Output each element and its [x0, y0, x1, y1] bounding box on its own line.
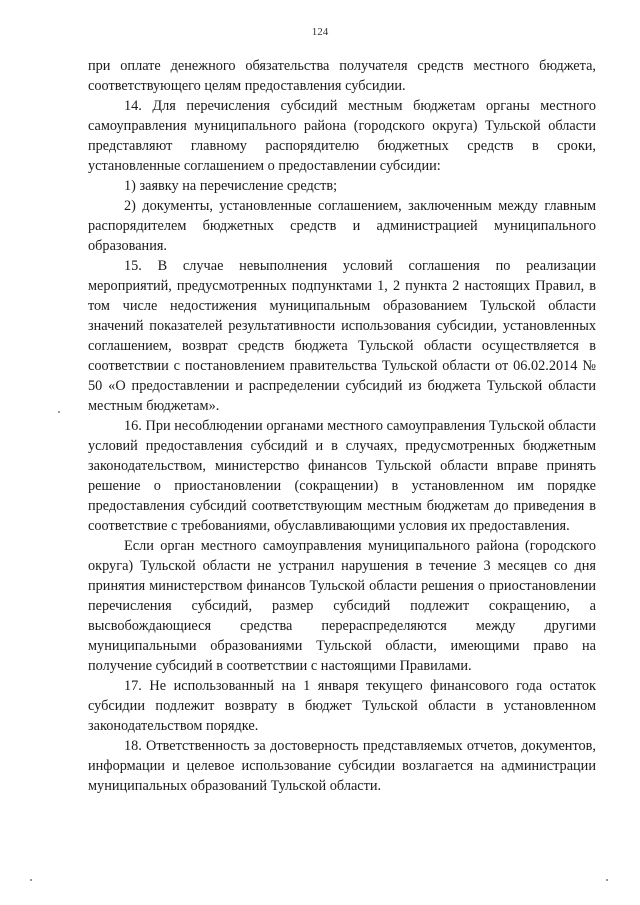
- scan-artifact: [30, 879, 32, 881]
- paragraph-16-continued: Если орган местного самоуправления муниципального района (городского округа) Тульской области не устранил нарушения в течение 3 месяцев со дня принятия министерством финансов Тульской области решения о приостановлении перечисления субсидий, размер субсидий подлежит сокращению, а высвобождающиеся средства перераспределяются между другими муниципальными образованиями Тульской области, имеющими право на получение субсидий в соответствии с настоящими Правилами.: [88, 538, 596, 674]
- list-item-2: 2) документы, установленные соглашением, заключенным между главным распорядителем бюджетных средств и администрацией муниципального образования.: [88, 198, 596, 254]
- list-item-1: 1) заявку на перечисление средств;: [124, 178, 338, 194]
- paragraph-17: 17. Не использованный на 1 января текущего финансового года остаток субсидии подлежит возврату в бюджет Тульской области в установленном законодательством порядке.: [88, 678, 596, 734]
- scan-artifact: [58, 411, 60, 413]
- paragraph-15: 15. В случае невыполнения условий соглашения по реализации мероприятий, предусмотренных подпунктами 1, 2 пункта 2 настоящих Правил, в том числе недостижения муниципальным образованием Тульской области значений показателей результативности использования субсидии, установленных соглашением, возврат средств бюджета Тульской области осуществляется в соответствии с постановлением правительства Тульской области от 06.02.2014 № 50 «О предоставлении и распределении субсидий из бюджета Тульской области местным бюджетам».: [88, 258, 596, 414]
- paragraph-14: 14. Для перечисления субсидий местным бюджетам органы местного самоуправления муниципального района (городского округа) Тульской области представляют главному распорядителю бюджетных средств в сроки, установленные соглашением о предоставлении субсидии:: [88, 98, 596, 174]
- scan-artifact: [606, 879, 608, 881]
- paragraph-18: 18. Ответственность за достоверность представляемых отчетов, документов, информации и целевое использование субсидии возлагается на администрации муниципальных образований Тульской области.: [88, 738, 596, 794]
- paragraph-16: 16. При несоблюдении органами местного самоуправления Тульской области условий предоставления субсидий и в случаях, предусмотренных бюджетным законодательством, министерство финансов Тульской области вправе принять решение о приостановлении (сокращении) в установленном им порядке предоставления субсидий соответствующим местным бюджетам до приведения в соответствие с требованиями, обуславливающими условия их предоставления.: [88, 418, 596, 534]
- paragraph-continuation: при оплате денежного обязательства получателя средств местного бюджета, соответствующего целям предоставления субсидии.: [88, 58, 596, 94]
- page-number: 124: [311, 26, 329, 38]
- document-body: [88, 56, 596, 796]
